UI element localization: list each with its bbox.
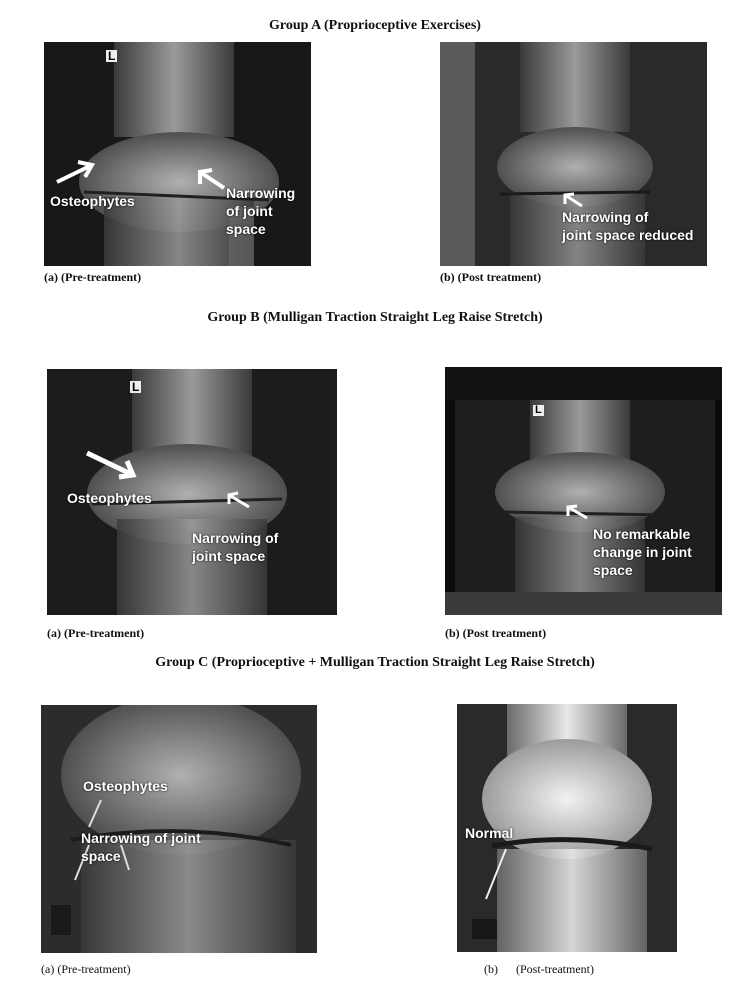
normal-label: Normal <box>465 825 514 841</box>
osteophytes-label: Osteophytes <box>50 193 135 209</box>
caption-group-b-pre <box>47 626 144 641</box>
xray-group-c-pre <box>41 705 317 953</box>
caption-group-a-pre <box>44 270 141 285</box>
label-line: Narrowing <box>226 185 296 201</box>
label-line: of joint <box>226 203 273 219</box>
caption-letter: (a) <box>47 626 61 640</box>
caption-group-a-post <box>440 270 541 285</box>
narrowing-label <box>192 529 278 565</box>
label-line: space <box>226 221 266 237</box>
label-line: space <box>81 848 121 864</box>
label-line: No remarkable <box>593 526 691 542</box>
narrowing-reduced-label <box>562 208 693 244</box>
pointer-line <box>481 844 511 904</box>
group-b-title: Group B (Mulligan Traction Straight Leg Raise Stretch) <box>207 310 543 325</box>
caption-group-c-pre <box>41 962 131 977</box>
narrowing-label <box>81 829 201 865</box>
label-line: joint space reduced <box>562 227 694 243</box>
caption-text: (Pre-treatment) <box>57 962 131 976</box>
caption-text: (Pre-treatment) <box>64 626 145 640</box>
caption-text: (Pre-treatment) <box>61 270 142 284</box>
caption-letter: (a) <box>41 962 55 976</box>
xray-group-b-pre <box>47 369 337 615</box>
caption-letter: (b) <box>484 962 498 976</box>
xray-group-a-post <box>440 42 707 266</box>
label-line: Narrowing of joint <box>81 830 201 846</box>
label-line: Narrowing of <box>562 209 649 225</box>
xray-group-b-post <box>445 367 722 615</box>
arrow-icon <box>560 190 586 210</box>
group-c-title: Group C (Proprioceptive + Mulligan Traction Straight Leg Raise Stretch) <box>155 655 595 670</box>
caption-letter: (b) <box>440 270 455 284</box>
narrowing-label <box>226 184 295 238</box>
xray-group-c-post <box>457 704 677 952</box>
arrow-icon <box>83 447 139 481</box>
label-line: joint space <box>192 548 266 564</box>
osteophytes-label: Osteophytes <box>83 778 168 794</box>
label-line: space <box>593 562 633 578</box>
arrow-icon <box>223 489 253 511</box>
caption-text: (Post treatment) <box>457 270 542 284</box>
side-marker: L <box>132 380 140 394</box>
caption-letter: (b) <box>445 626 460 640</box>
caption-text: (Post treatment) <box>462 626 547 640</box>
side-marker: L <box>108 49 116 63</box>
caption-text: (Post-treatment) <box>516 962 594 976</box>
arrow-icon <box>194 166 228 192</box>
label-line: change in joint <box>593 544 692 560</box>
no-change-label <box>593 525 692 579</box>
side-marker: L <box>535 404 542 416</box>
label-line: Narrowing of <box>192 530 279 546</box>
caption-group-b-post <box>445 626 546 641</box>
caption-letter: (a) <box>44 270 58 284</box>
arrow-icon <box>563 502 591 522</box>
arrow-icon <box>52 157 97 187</box>
caption-group-c-post <box>484 962 594 977</box>
osteophytes-label: Osteophytes <box>67 490 152 506</box>
group-a-title: Group A (Proprioceptive Exercises) <box>269 18 481 33</box>
xray-group-a-pre <box>44 42 311 266</box>
